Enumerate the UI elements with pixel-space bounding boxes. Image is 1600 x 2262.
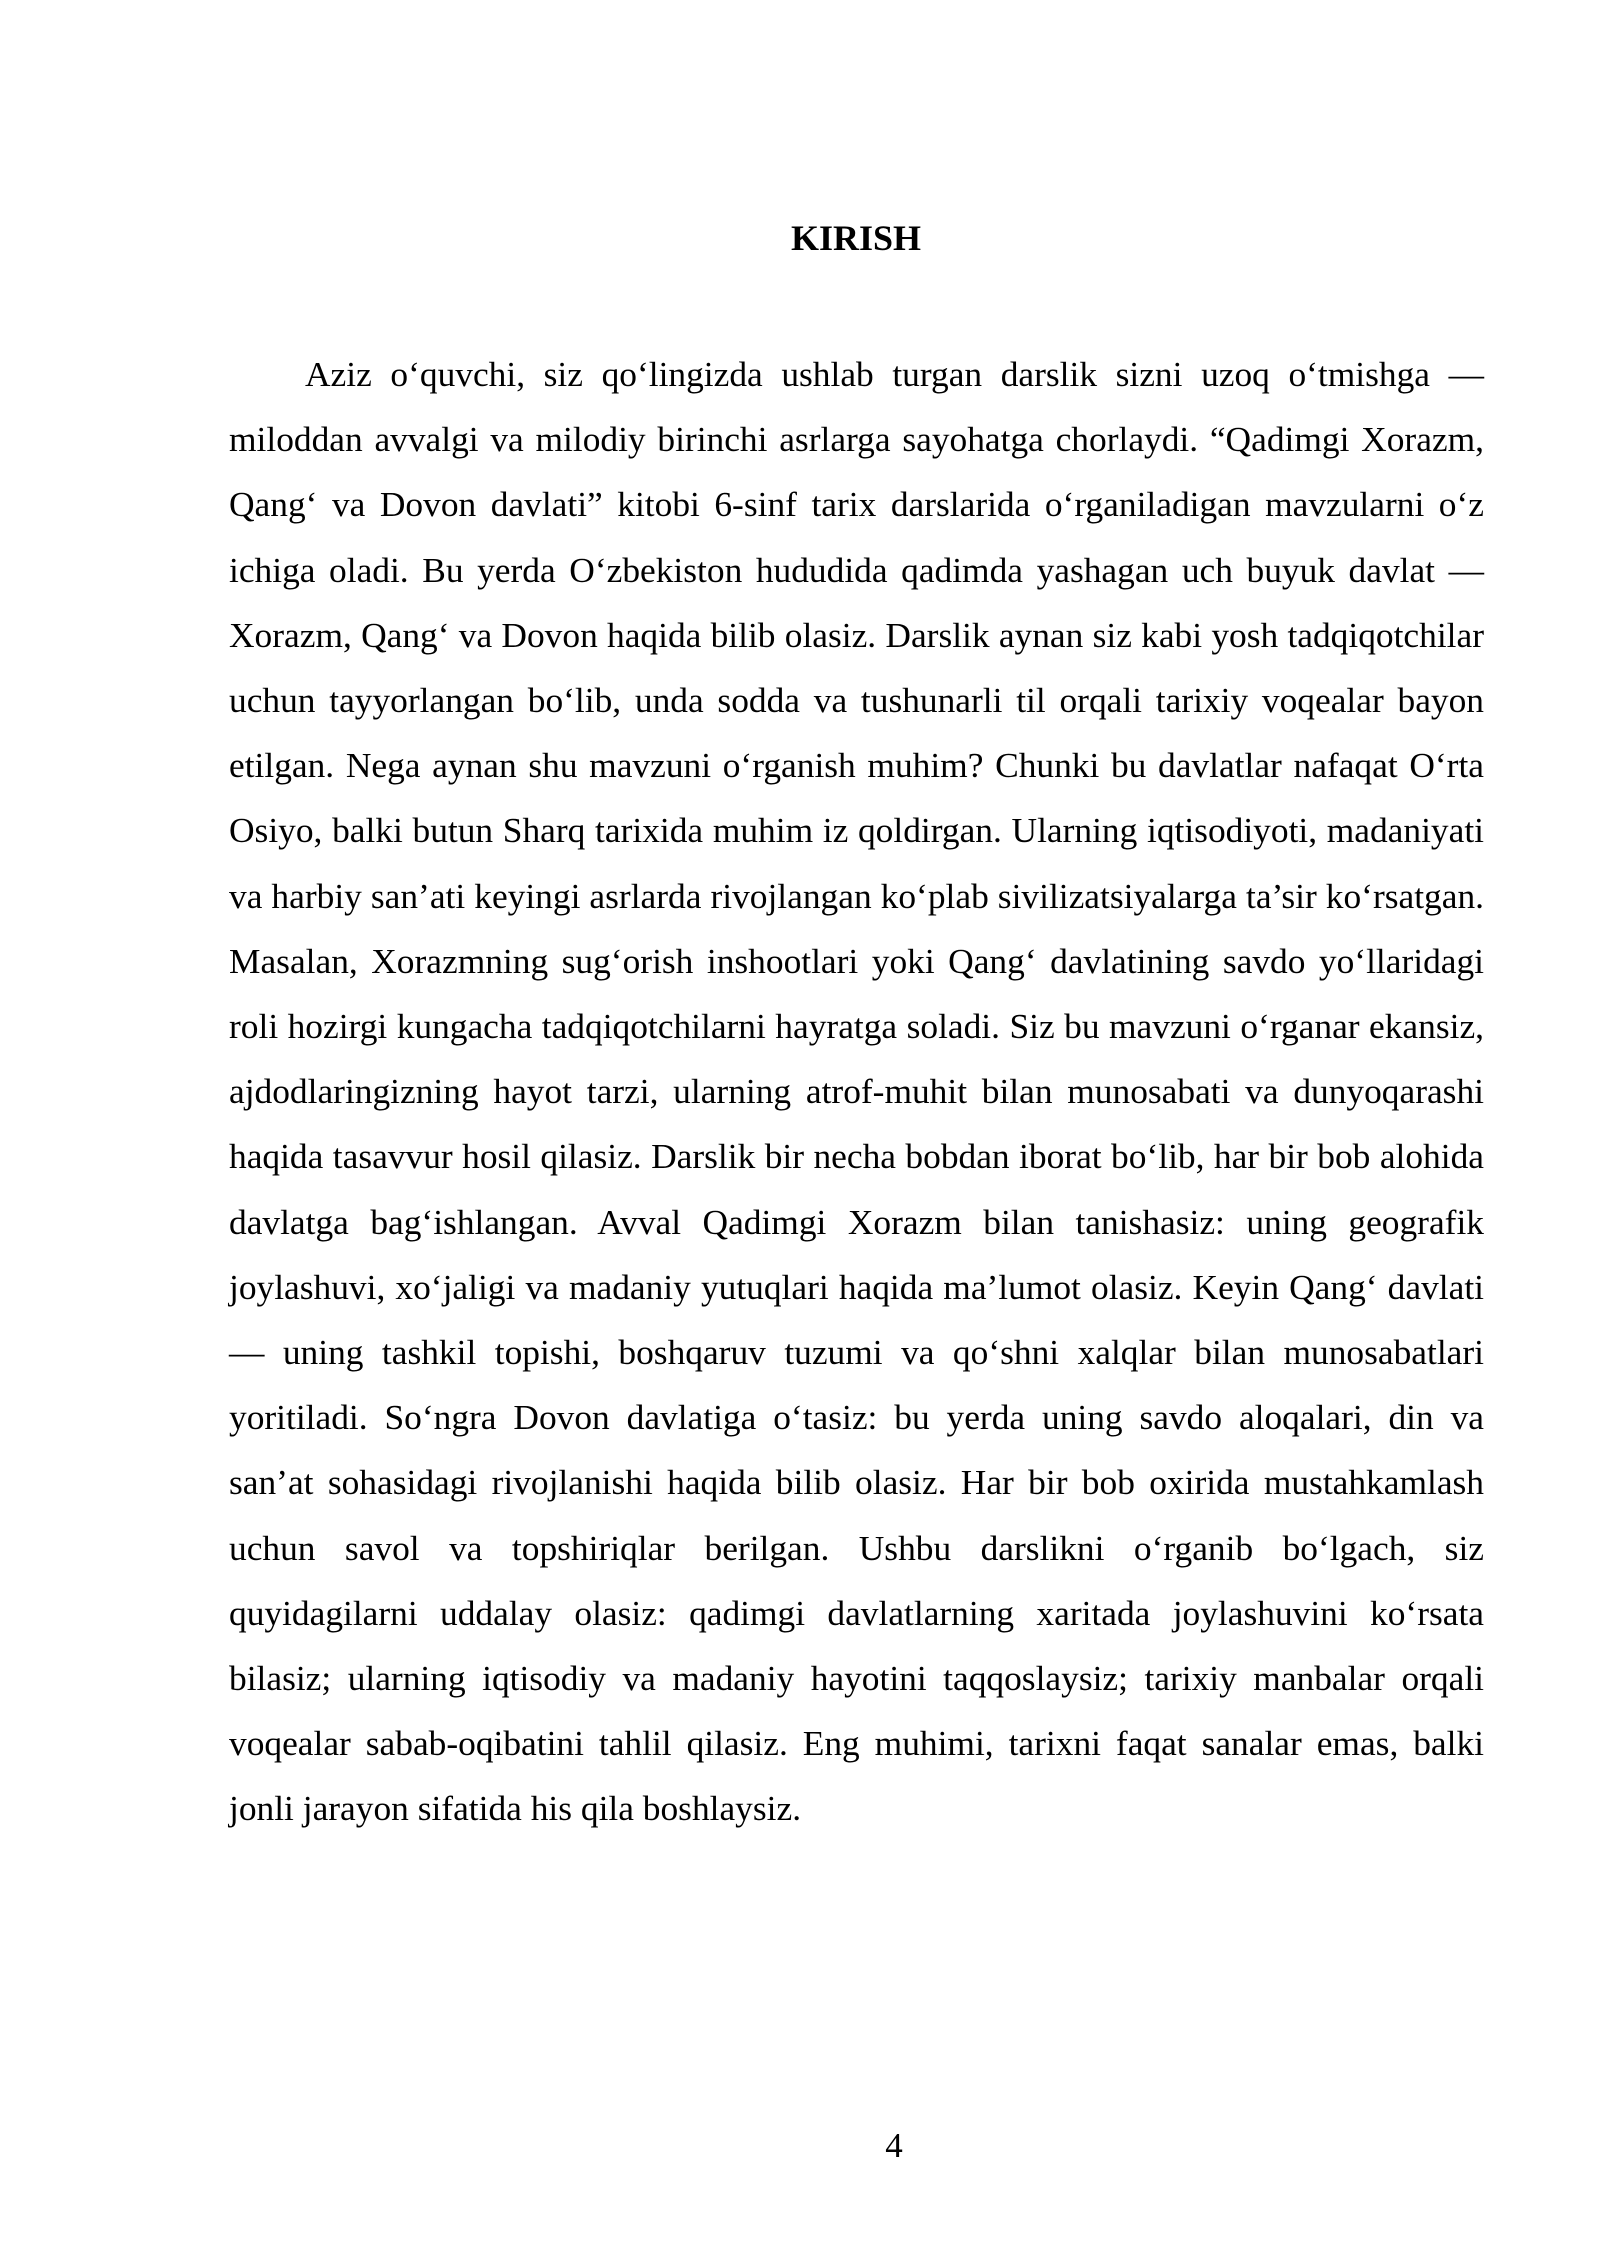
body-paragraph: Aziz o‘quvchi, siz qo‘lingizda ushlab turgan darslik sizni uzoq o‘tmishga — miloddan avvalgi va milodiy birinchi asrlarga sayohatga chorlaydi. “Qadimgi Xorazm, Qang‘ va Dovon davlati” kitobi 6-sinf tarix darslarida o‘rganiladigan mavzularni o‘z ichiga oladi. Bu yerda O‘zbekiston hududida qadimda yashagan uch buyuk davlat — Xorazm, Qang‘ va Dovon haqida bilib olasiz. Darslik aynan siz kabi yosh tadqiqotchilar uchun tayyorlangan bo‘lib, unda sodda va tushunarli til orqali tarixiy voqealar bayon etilgan. Nega aynan shu mavzuni o‘rganish muhim? Chunki bu davlatlar nafaqat O‘rta Osiyo, balki butun Sharq tarixida muhim iz qoldirgan. Ularning iqtisodiyoti, madaniyati va harbiy san’ati keyingi asrlarda rivojlangan ko‘plab sivilizatsiyalarga ta’sir ko‘rsatgan. Masalan, Xorazmning sug‘orish inshootlari yoki Qang‘ davlatining savdo yo‘llaridagi roli hozirgi kungacha tadqiqotchilarni hayratga soladi. Siz bu mavzuni o‘rganar ekansiz, ajdodlaringizning hayot tarzi, ularning atrof-muhit bilan munosabati va dunyoqarashi haqida tasavvur hosil qilasiz. Darslik bir necha bobdan iborat bo‘lib, har bir bob alohida davlatga bag‘ishlangan. Avval Qadimgi Xorazm bilan tanishasiz: uning geografik joylashuvi, xo‘jaligi va madaniy yutuqlari haqida ma’lumot olasiz. Keyin Qang‘ davlati — uning tashkil topishi, boshqaruv tuzumi va qo‘shni xalqlar bilan munosabatlari yoritiladi. So‘ngra Dovon davlatiga o‘tasiz: bu yerda uning savdo aloqalari, din va san’at sohasidagi rivojlanishi haqida bilib olasiz. Har bir bob oxirida mustahkamlash uchun savol va topshiriqlar berilgan. Ushbu darslikni o‘rganib bo‘lgach, siz quyidagilarni uddalay olasiz: qadimgi davlatlarning xaritada joylashuvini ko‘rsata bilasiz; ularning iqtisodiy va madaniy hayotini taqqoslaysiz; tarixiy manbalar orqali voqealar sabab-oqibatini tahlil qilasiz. Eng muhimi, tarixni faqat sanalar emas, balki jonli jarayon sifatida his qila boshlaysiz.: [229, 354, 1484, 1829]
page-title: KIRISH: [790, 218, 922, 258]
page-number: 4: [885, 2126, 903, 2165]
